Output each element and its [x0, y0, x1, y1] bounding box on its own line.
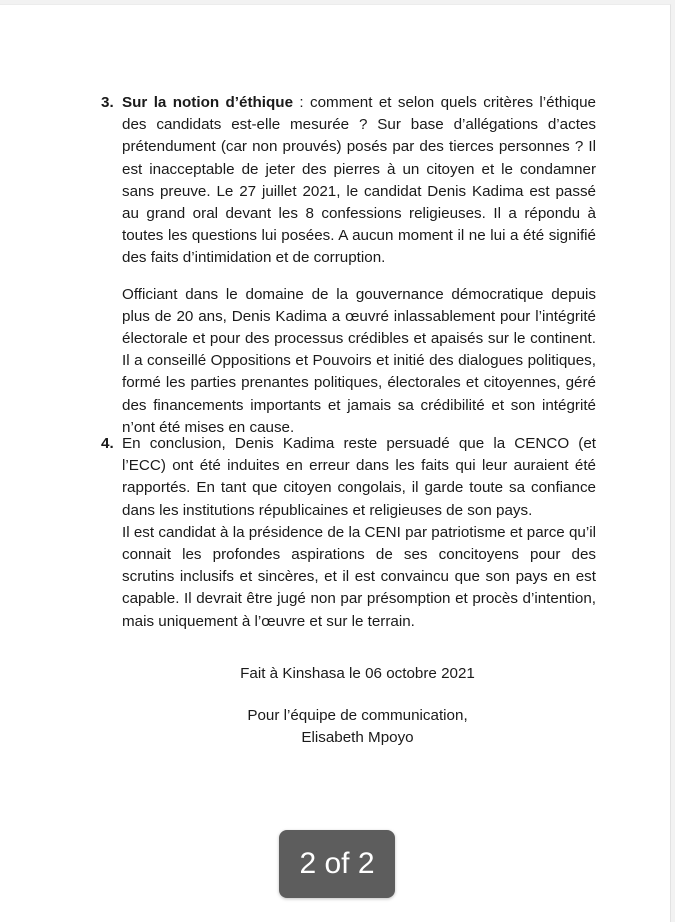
section-4 — [101, 433, 596, 633]
section-3-paragraph-2: Officiant dans le domaine de la gouvernance démocratique depuis plus de 20 ans, Denis Kadima a œuvré inlassablement pour l’intégrité électorale et pour des processus crédibles et apaisés sur le continent. Il a conseillé Oppositions et Pouvoirs et initié des dialogues politiques, formé les parties prenantes politiques, électorales et citoyennes, géré des financements importants et jamais sa crédibilité et son intégrité n’ont été mises en cause. — [122, 285, 596, 436]
place-date: Fait à Kinshasa le 06 octobre 2021 — [240, 665, 475, 682]
section-4-paragraph-2: Il est candidat à la présidence de la CENI par patriotisme et parce qu’il connait les profondes aspirations de ses concitoyens pour des scrutins inclusifs et sincères, et il est convaincu que son pays en est capable. Il devrait être jugé non par présomption et procès d’intention, mais uniquement à l’œuvre et sur le terrain. — [122, 523, 596, 630]
section-3-paragraph-1-text: : comment et selon quels critères l’éthique des candidats est-elle mesurée ? Sur base d’allégations d’actes prétendument (car non prouvés) posés par des tierces personnes ? Il est inacceptable de jeter des pierres à un citoyen et le condamner sans preuve. Le 27 juillet 2021, le candidat Denis Kadima est passé au grand oral devant les 8 confessions religieuses. Il a répondu à toutes les questions lui posées. A aucun moment il ne lui a été signifié des faits d’intimidation et de corruption. — [122, 94, 597, 267]
section-3 — [101, 92, 596, 439]
document-page — [0, 4, 671, 922]
section-number: 3. — [101, 94, 114, 111]
section-3-heading: Sur la notion d’éthique — [122, 94, 294, 111]
page-indicator: 2 of 2 — [279, 830, 395, 898]
signatory-name: Elisabeth Mpoyo — [301, 729, 414, 746]
section-4-paragraph-1: En conclusion, Denis Kadima reste persuadé que la CENCO (et l’ECC) ont été induites en erreur dans les faits qui leur auraient été rapportés. En tant que citoyen congolais, il garde toute sa confiance dans les institutions républicaines et religieuses de son pays. — [122, 435, 596, 519]
section-3-paragraph-1 — [101, 92, 596, 270]
section-number: 4. — [101, 435, 114, 452]
signature-line: Pour l’équipe de communication, — [247, 707, 468, 724]
